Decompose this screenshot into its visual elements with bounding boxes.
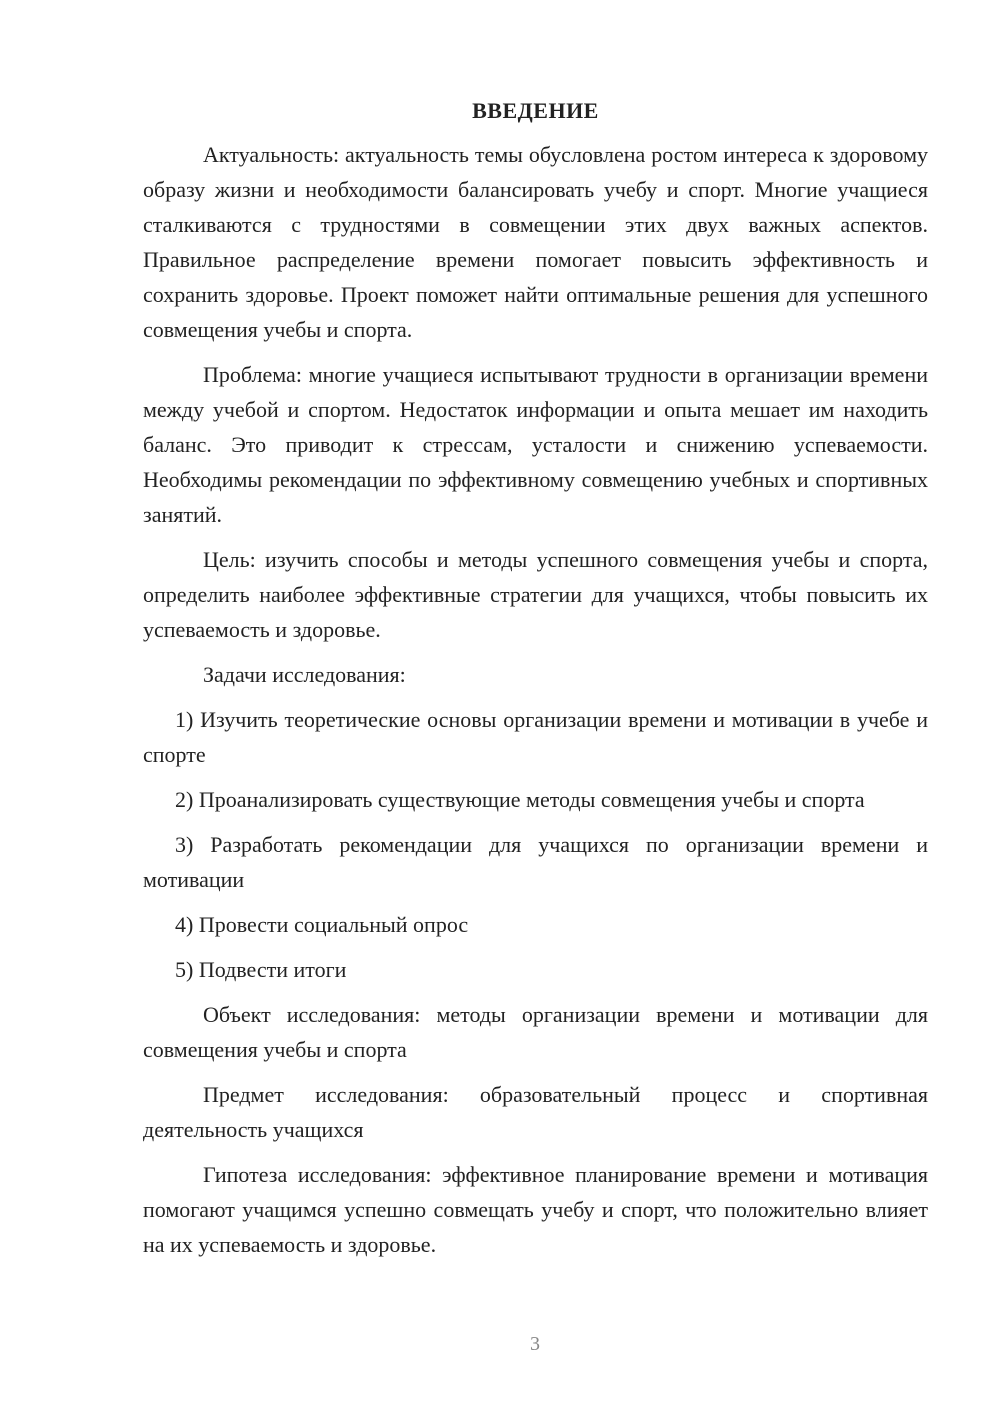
document-page <box>143 95 928 1272</box>
paragraph-subject: Предмет исследования: образовательный процесс и спортивная деятельность учащихся <box>143 1082 928 1142</box>
paragraph-goal: Цель: изучить способы и методы успешного совмещения учебы и спорта, определить наиболее эффективные стратегии для учащихся, чтобы повысить их успеваемость и здоровье. <box>143 547 928 642</box>
task-item-3: 3) Разработать рекомендации для учащихся по организации времени и мотивации <box>143 832 928 892</box>
task-item-5: 5) Подвести итоги <box>175 957 347 982</box>
task-item-4: 4) Провести социальный опрос <box>175 912 469 937</box>
paragraph-object: Объект исследования: методы организации времени и мотивации для совмещения учебы и спорта <box>143 1002 928 1062</box>
paragraph-relevance: Актуальность: актуальность темы обусловлена ростом интереса к здоровому образу жизни и необходимости балансировать учебу и спорт. Многие учащиеся сталкиваются с трудностями в совмещении этих двух важных аспектов. Правильное распределение времени помогает повысить эффективность и сохранить здоровье. Проект поможет найти оптимальные решения для успешного совмещения учебы и спорта. <box>143 142 928 342</box>
task-item-1: 1) Изучить теоретические основы организации времени и мотивации в учебе и спорте <box>143 707 928 767</box>
tasks-heading: Задачи исследования: <box>203 662 406 687</box>
document-title: ВВЕДЕНИЕ <box>472 98 599 123</box>
paragraph-hypothesis: Гипотеза исследования: эффективное планирование времени и мотивация помогают учащимся успешно совмещать учебу и спорт, что положительно влияет на их успеваемость и здоровье. <box>143 1162 928 1257</box>
page-number: 3 <box>530 1333 540 1355</box>
paragraph-problem: Проблема: многие учащиеся испытывают трудности в организации времени между учебой и спортом. Недостаток информации и опыта мешает им находить баланс. Это приводит к стрессам, усталости и снижению успеваемости. Необходимы рекомендации по эффективному совмещению учебных и спортивных занятий. <box>143 362 928 527</box>
task-item-2: 2) Проанализировать существующие методы совмещения учебы и спорта <box>175 787 865 812</box>
